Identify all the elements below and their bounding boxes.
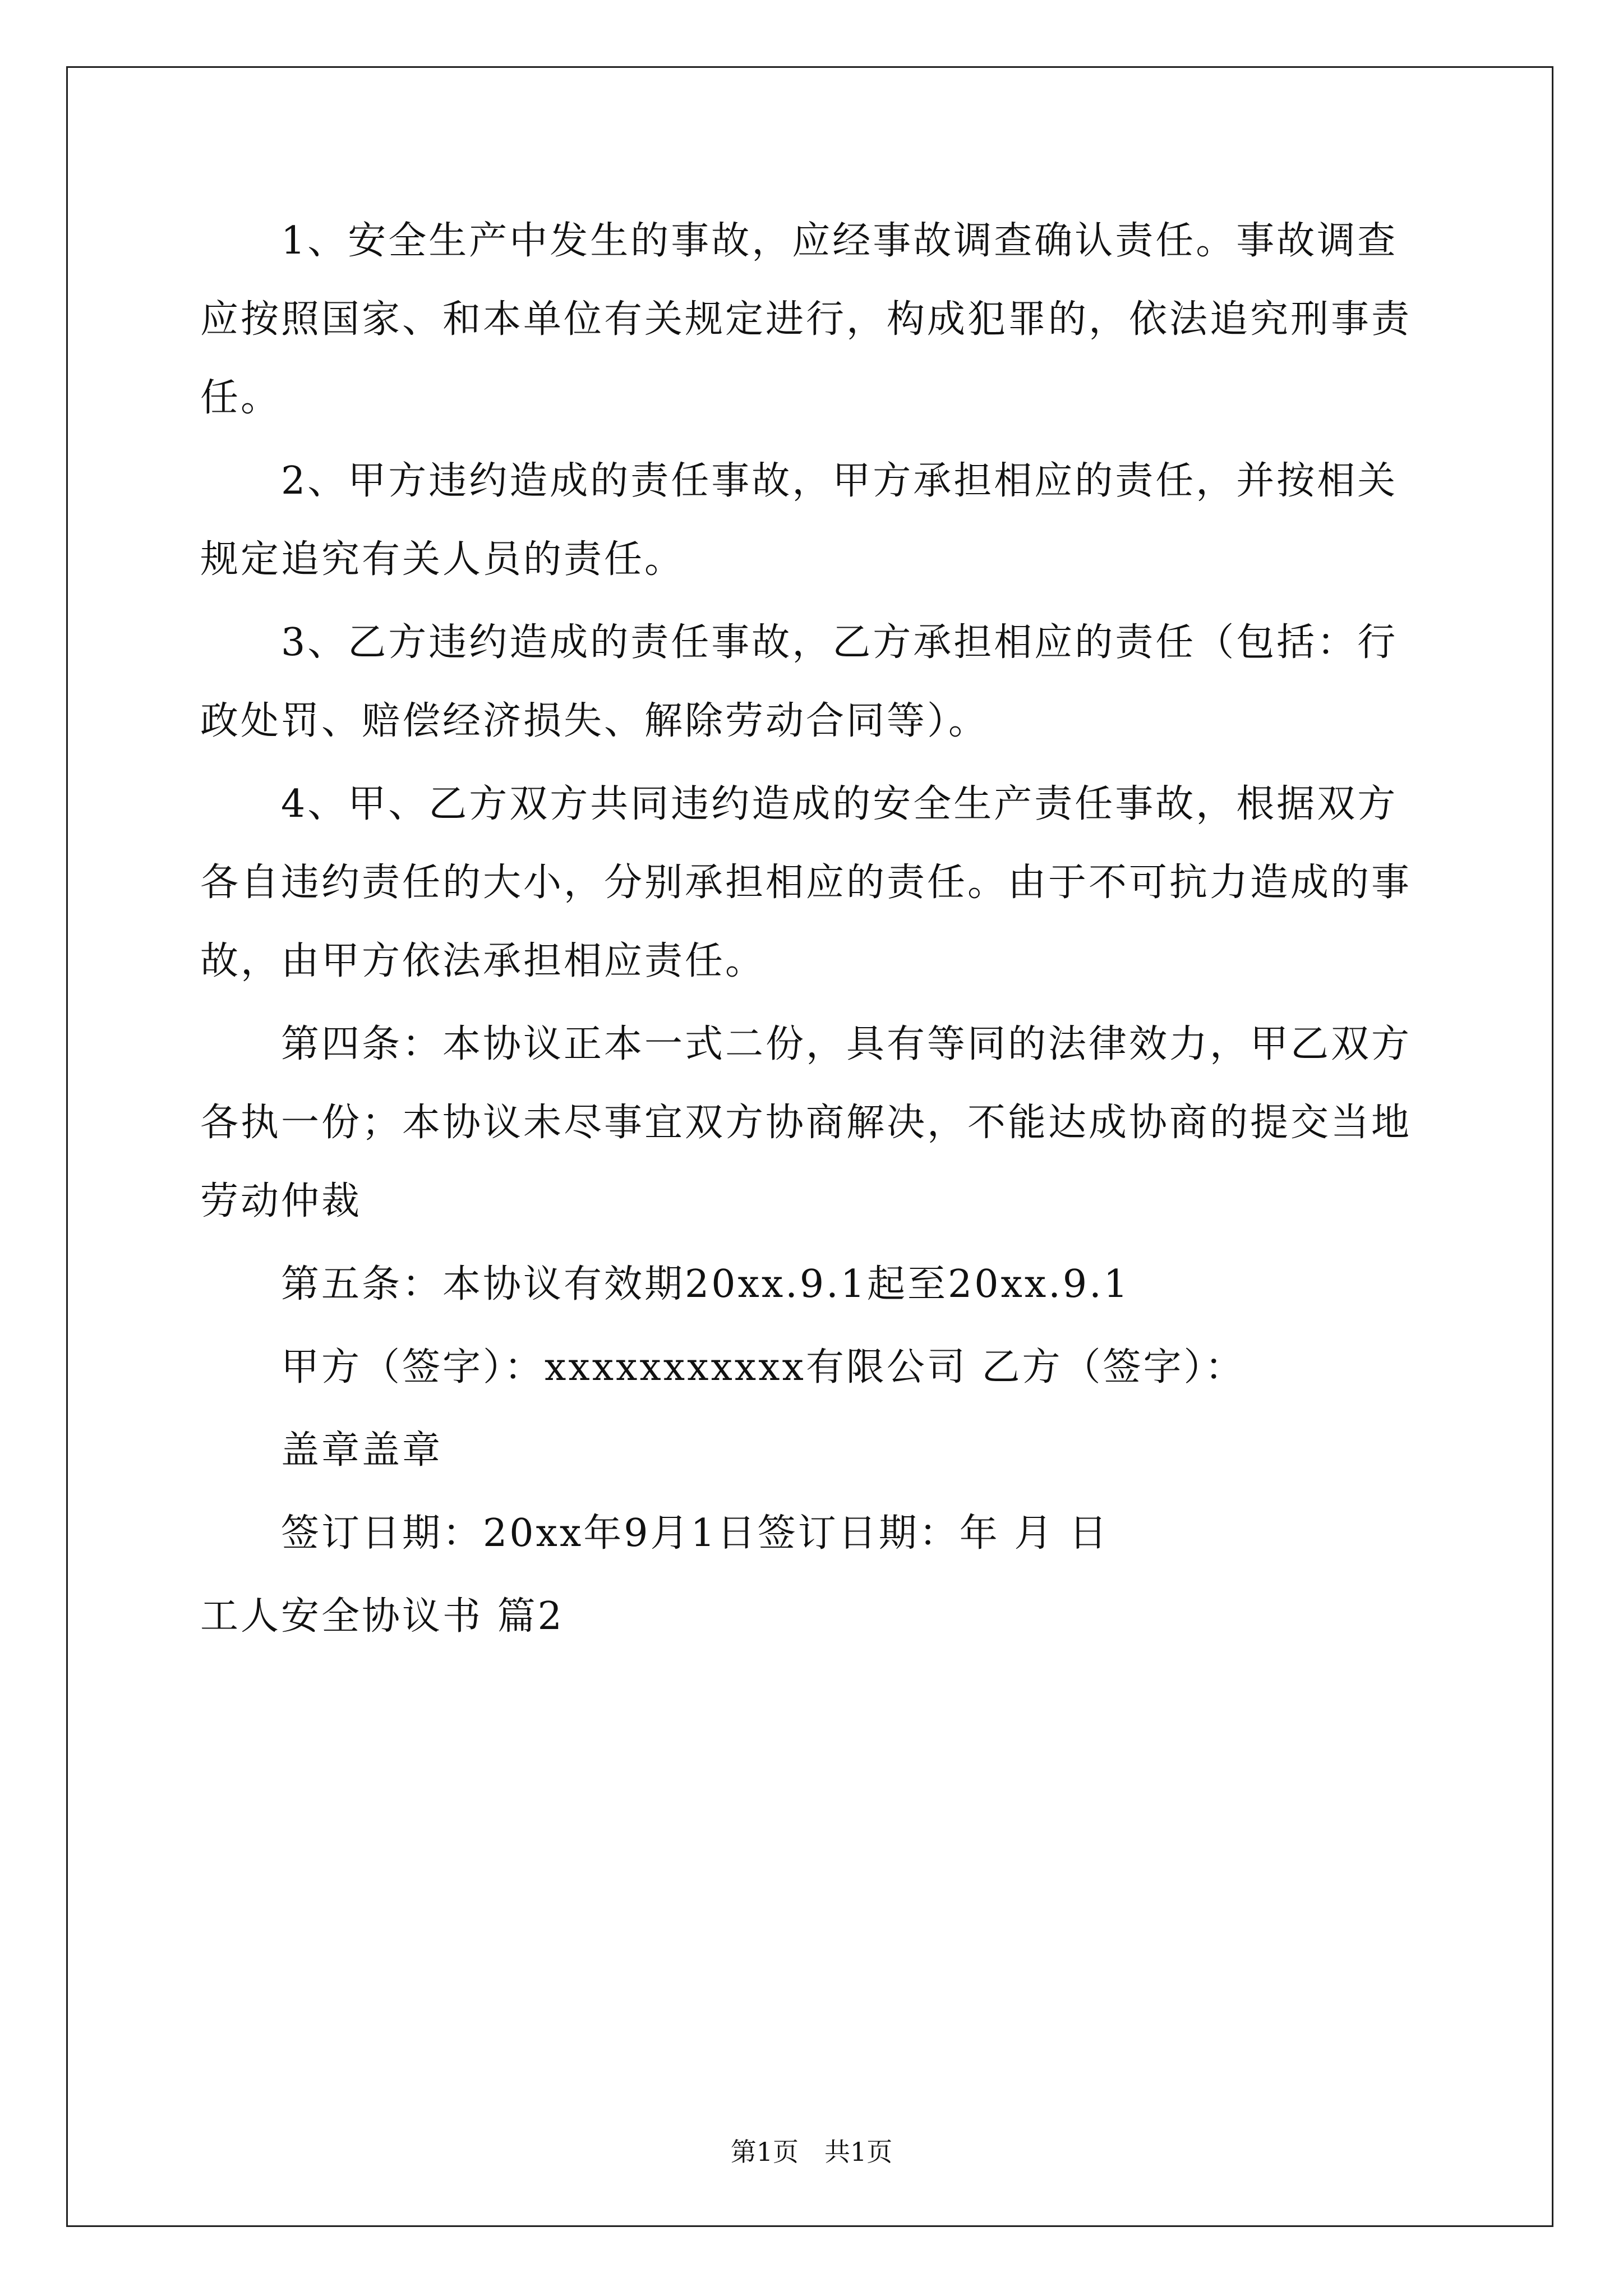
paragraph-signatures: 甲方（签字）：xxxxxxxxxxx有限公司 乙方（签字）： (281, 1345, 1246, 1389)
paragraph-seals: 盖章盖章 (281, 1428, 443, 1473)
paragraph-clause-2: 2、甲方违约造成的责任事故，甲方承担相应的责任，并按相关规定追究有关人员的责任。 (200, 459, 1398, 582)
paragraph-clause-3: 3、乙方违约造成的责任事故，乙方承担相应的责任（包括：行政处罚、赔偿经济损失、解除劳动合同等）。 (200, 620, 1398, 743)
section-heading: 工人安全协议书 篇2 (200, 1594, 564, 1639)
document-body (200, 202, 1434, 1656)
page-footer: 第1页 共1页 (730, 2137, 893, 2167)
paragraph-clause-4: 4、甲、乙方双方共同违约造成的安全生产责任事故，根据双方各自违约责任的大小，分别承担相应的责任。由于不可抗力造成的事故，由甲方依法承担相应责任。 (200, 782, 1412, 983)
paragraph-article-5: 第五条：本协议有效期20xx.9.1起至20xx.9.1 (281, 1262, 1130, 1306)
paragraph-sign-dates: 签订日期：20xx年9月1日签订日期：年 月 日 (281, 1511, 1109, 1556)
paragraph-article-4: 第四条：本协议正本一式二份，具有等同的法律效力，甲乙双方各执一份；本协议未尽事宜双方协商解决，不能达成协商的提交当地劳动仲裁 (200, 1022, 1412, 1223)
paragraph-clause-1: 1、安全生产中发生的事故，应经事故调查确认责任。事故调查应按照国家、和本单位有关规定进行，构成犯罪的，依法追究刑事责任。 (200, 219, 1412, 420)
